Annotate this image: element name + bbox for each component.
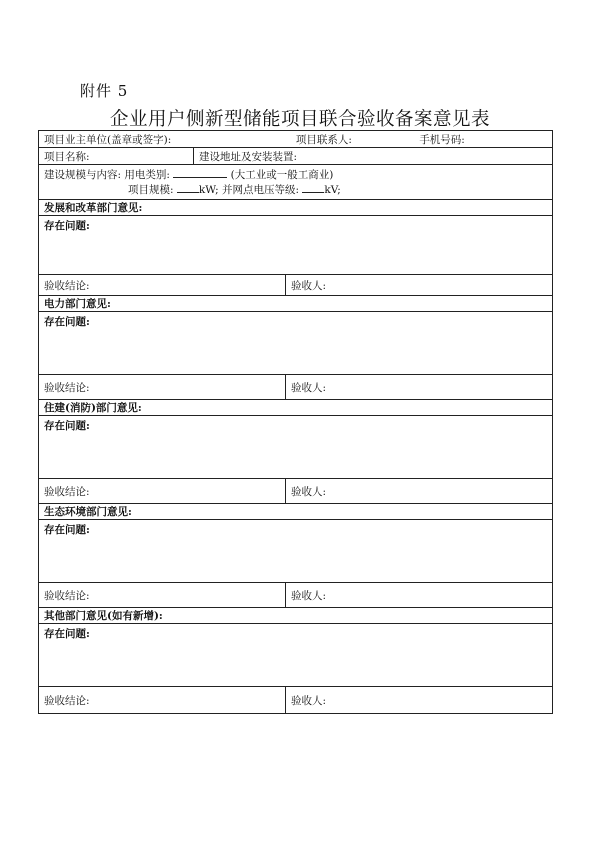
inspector-label: 验收人: [291,381,327,394]
power-type-blank[interactable] [173,167,227,178]
conclusion-cell[interactable] [39,479,286,504]
kv-unit: kV; [324,184,341,196]
attachment-label: 附件 5 [80,82,129,100]
project-name-cell[interactable] [39,148,194,165]
conclusion-cell[interactable] [39,687,286,714]
inspector-cell[interactable] [286,479,553,504]
inspector-cell[interactable] [286,275,553,296]
conclusion-label: 验收结论: [44,381,90,394]
kw-unit: kW; [198,184,219,196]
section-heading: 住建(消防)部门意见: [39,400,553,416]
address-cell[interactable] [194,148,553,165]
power-type-label: 用电类别: [124,169,170,181]
conclusion-row [39,375,553,400]
problem-cell[interactable] [39,624,553,687]
inspector-cell[interactable] [286,583,553,608]
project-name-label: 项目名称: [44,150,90,163]
section-heading: 其他部门意见(如有新增): [39,608,553,624]
section-heading-row [39,200,553,216]
problem-row [39,624,553,687]
inspector-cell[interactable] [286,687,553,714]
problem-cell[interactable] [39,416,553,479]
scale-cell[interactable] [39,165,553,200]
conclusion-cell[interactable] [39,275,286,296]
problem-label: 存在问题: [44,420,90,432]
problem-cell[interactable] [39,216,553,275]
scale-content-label: 建设规模与内容: [44,169,122,181]
problem-cell[interactable] [39,312,553,375]
conclusion-label: 验收结论: [44,279,90,292]
conclusion-label: 验收结论: [44,694,90,707]
inspector-label: 验收人: [291,279,327,292]
project-scale-label: 项目规模: [128,184,174,196]
owner-unit-label: 项目业主单位(盖章或签字): [44,133,172,146]
grid-voltage-label: 并网点电压等级: [222,184,300,196]
inspector-label: 验收人: [291,589,327,602]
problem-label: 存在问题: [44,628,90,640]
section-heading-row [39,608,553,624]
conclusion-cell[interactable] [39,583,286,608]
section-heading-row [39,400,553,416]
conclusion-row [39,479,553,504]
section-heading: 发展和改革部门意见: [39,200,553,216]
grid-voltage-blank[interactable] [302,182,324,193]
conclusion-label: 验收结论: [44,589,90,602]
project-name-row [39,148,553,165]
problem-label: 存在问题: [44,524,90,536]
inspector-label: 验收人: [291,694,327,707]
phone-label: 手机号码: [419,133,465,146]
problem-label: 存在问题: [44,316,90,328]
problem-row [39,416,553,479]
conclusion-label: 验收结论: [44,485,90,498]
problem-row [39,216,553,275]
problem-label: 存在问题: [44,220,90,232]
conclusion-row [39,687,553,714]
section-heading-row [39,504,553,520]
conclusion-cell[interactable] [39,375,286,400]
problem-cell[interactable] [39,520,553,583]
problem-row [39,520,553,583]
owner-cell[interactable] [39,131,553,148]
section-heading: 电力部门意见: [39,296,553,312]
inspector-label: 验收人: [291,485,327,498]
inspector-cell[interactable] [286,375,553,400]
section-heading: 生态环境部门意见: [39,504,553,520]
problem-row [39,312,553,375]
conclusion-row [39,583,553,608]
scale-row [39,165,553,200]
contact-label: 项目联系人: [295,133,352,146]
section-heading-row [39,296,553,312]
address-label: 建设地址及安装装置: [199,150,298,163]
acceptance-form-table [38,130,553,714]
conclusion-row [39,275,553,296]
power-type-hint: (大工业或一般工商业) [230,169,334,181]
form-title: 企业用户侧新型储能项目联合验收备案意见表 [109,109,490,130]
owner-row [39,131,553,148]
project-scale-blank[interactable] [177,182,199,193]
